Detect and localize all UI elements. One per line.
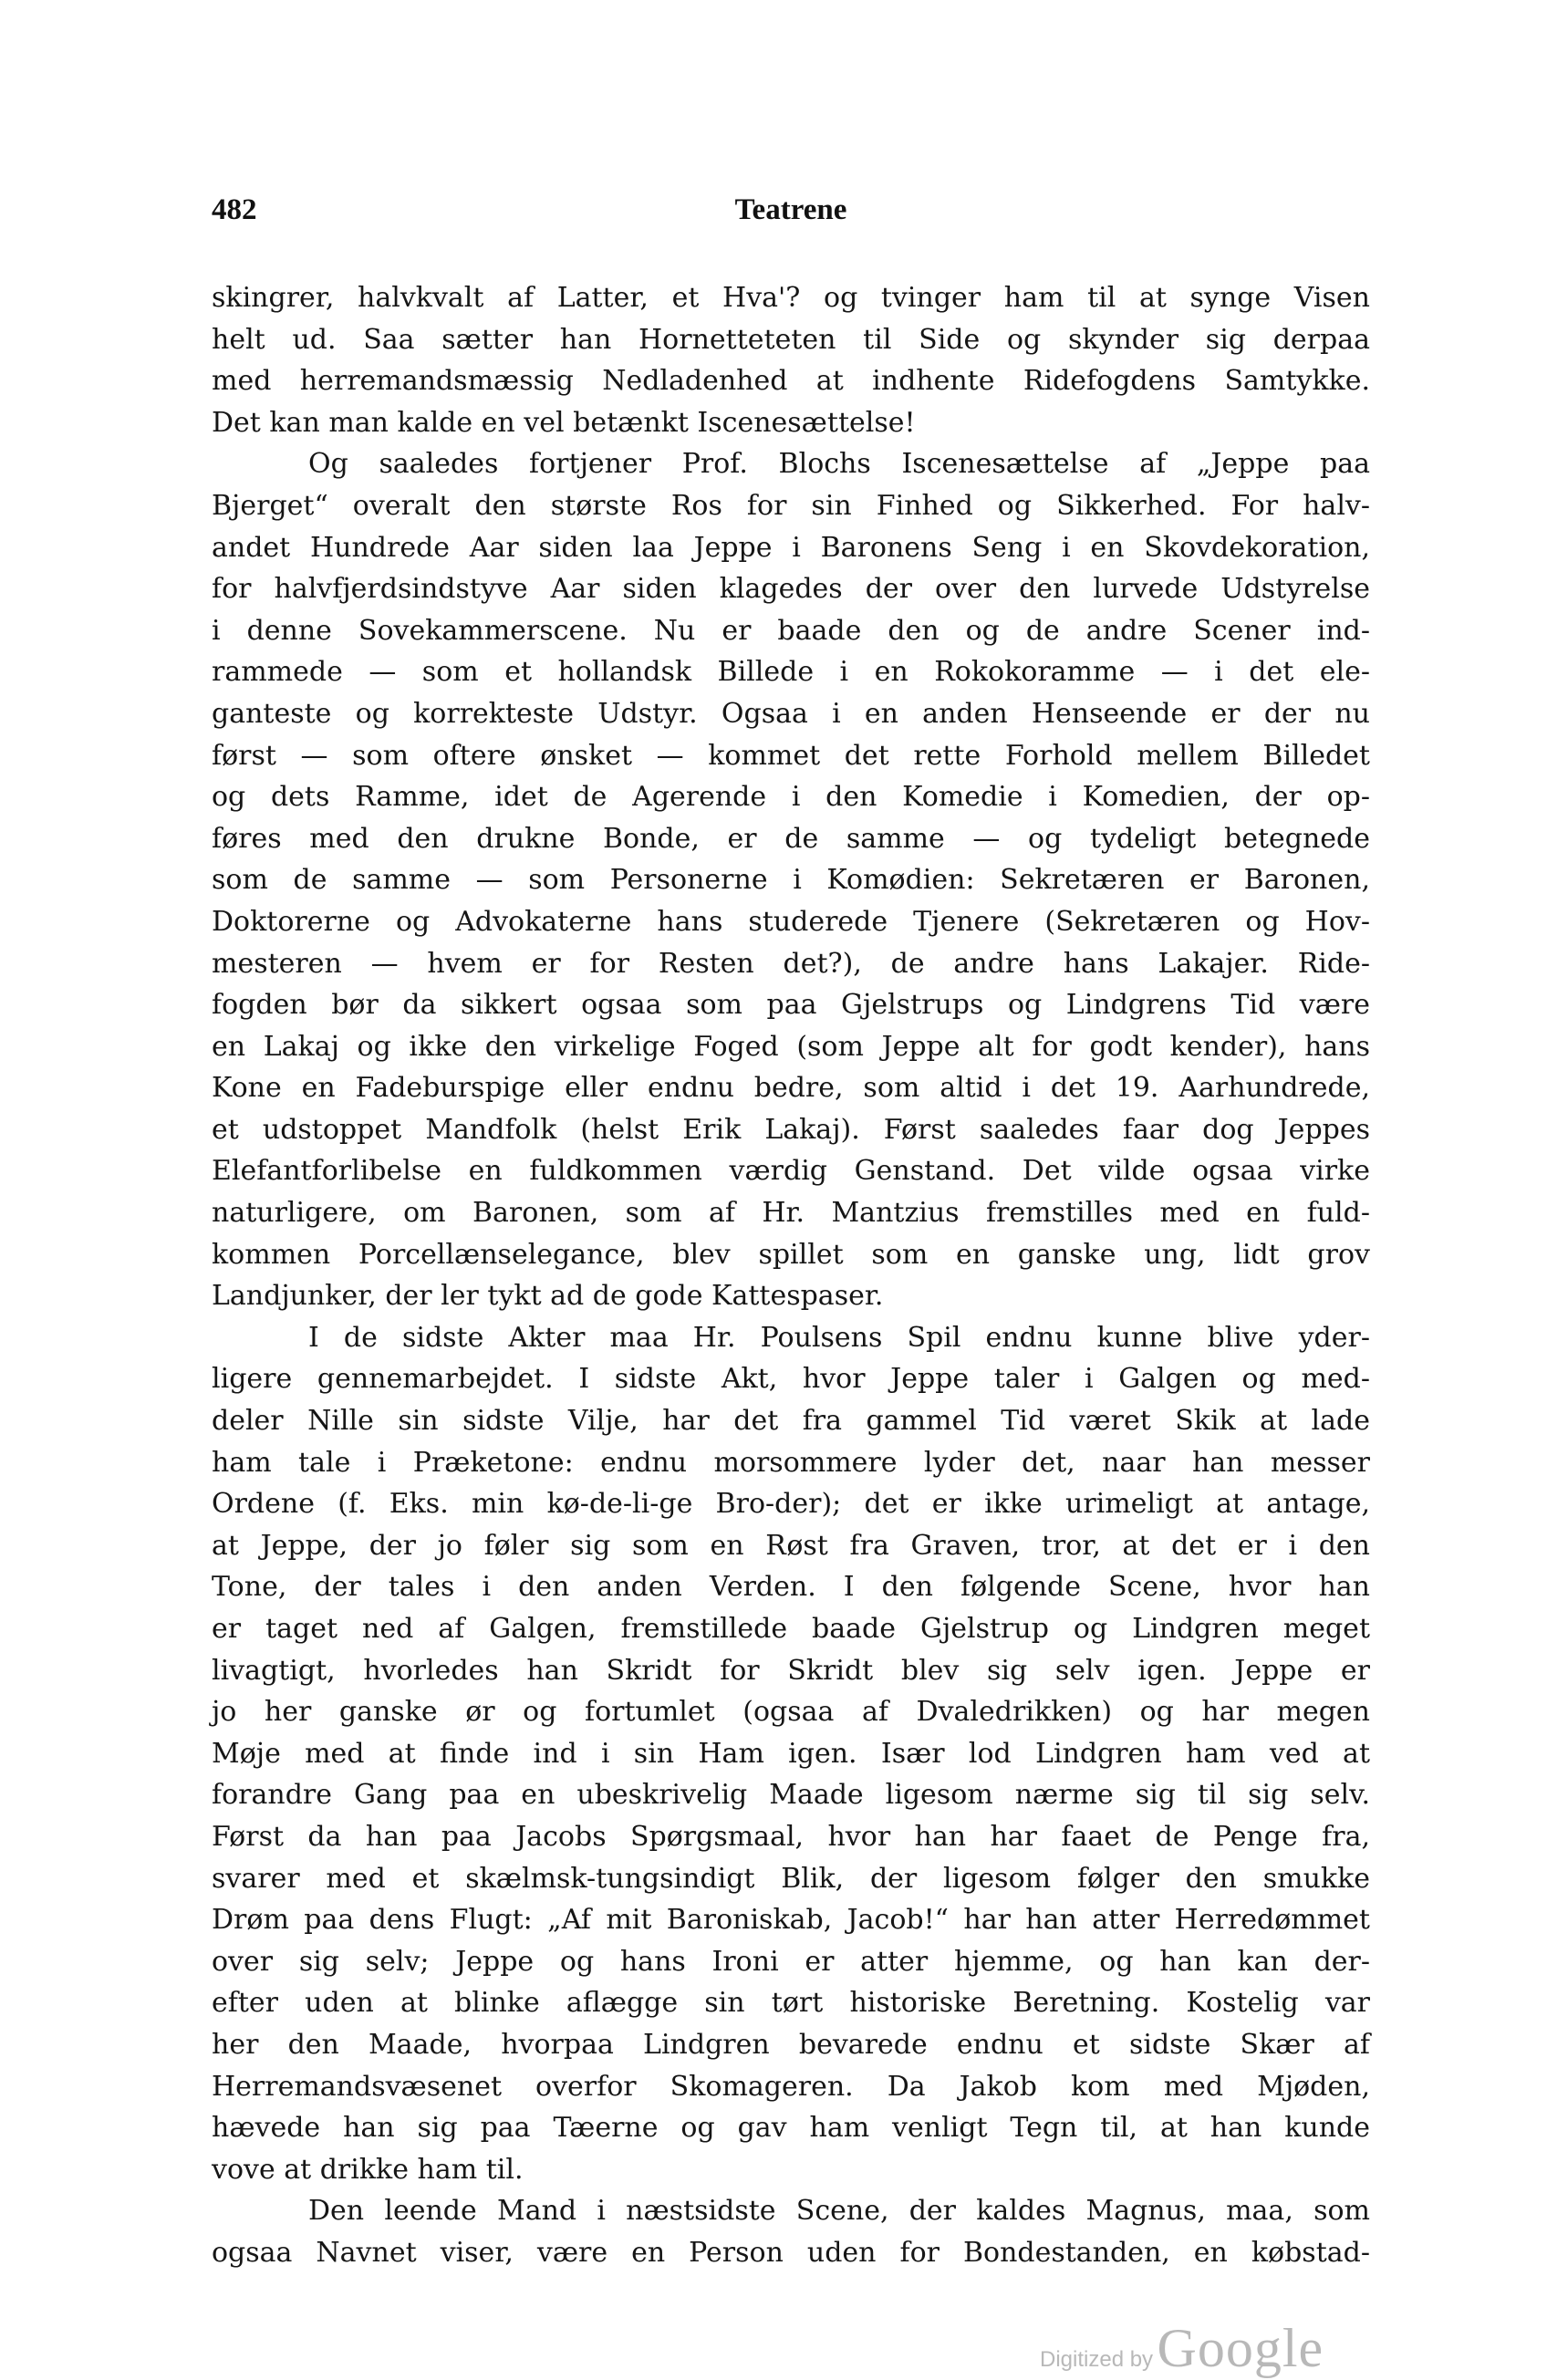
text-line: en Lakaj og ikke den virkelige Foged (som Jeppe alt for godt kender), hans [212,1030,1370,1063]
text-line: jo her ganske ør og fortumlet (ogsaa af Dvaledrikken) og har megen [212,1696,1370,1729]
text-line: Drøm paa dens Flugt: „Af mit Baroniskab, Jacob!“ har han atter Herredømmet [212,1904,1370,1937]
text-line: Landjunker, der ler tykt ad de gode Kattespaser. [212,1280,884,1313]
text-line: Bjerget“ overalt den største Ros for sin Finhed og Sikkerhed. For halv- [212,489,1370,522]
text-line: først — som oftere ønsket — kommet det rette Forhold mellem Billedet [212,739,1370,772]
text-line: helt ud. Saa sætter han Hornetteteten til Side og skynder sig derpaa [212,323,1370,356]
text-line: ligere gennemarbejdet. I sidste Akt, hvor Jeppe taler i Galgen og med- [212,1363,1370,1396]
body-text [212,277,1370,2274]
text-line: andet Hundrede Aar siden laa Jeppe i Baronens Seng i en Skovdekoration, [212,531,1370,564]
text-line: rammede — som et hollandsk Billede i en Rokokoramme — i det ele- [212,656,1370,689]
text-line: Elefantforlibelse en fuldkommen værdig Genstand. Det vilde ogsaa virke [212,1155,1370,1188]
text-line: hævede han sig paa Tæerne og gav ham venligt Tegn til, at han kunde [212,2112,1370,2145]
text-line: Tone, der tales i den anden Verden. I den følgende Scene, hvor han [212,1571,1370,1604]
text-line: livagtigt, hvorledes han Skridt for Skridt blev sig selv igen. Jeppe er [212,1654,1370,1687]
text-line: med herremandsmæssig Nedladenhed at indhente Ridefogdens Samtykke. [212,365,1370,398]
watermark-prefix: Digitized by [1040,2347,1154,2372]
text-line: efter uden at blinke aflægge sin tørt historiske Beretning. Kostelig var [212,1987,1370,2020]
text-line: at Jeppe, der jo føler sig som en Røst fra Graven, tror, at det er i den [212,1529,1370,1562]
digitization-watermark [1040,2317,1324,2380]
text-line: Doktorerne og Advokaterne hans studerede Tjenere (Sekretæren og Hov- [212,905,1370,938]
text-line: Møje med at finde ind i sin Ham igen. Især lod Lindgren ham ved at [212,1737,1370,1770]
text-line: svarer med et skælmsk-tungsindigt Blik, der ligesom følger den smukke [212,1862,1370,1895]
page-header [212,193,1370,239]
text-line: Den leende Mand i næstsidste Scene, der kaldes Magnus, maa, som [308,2195,1370,2228]
text-line: deler Nille sin sidste Vilje, har det fra gammel Tid været Skik at lade [212,1405,1370,1438]
text-line: Ordene (f. Eks. min kø-de-li-ge Bro-der); det er ikke urimeligt at antage, [212,1488,1370,1521]
google-logo: Google [1157,2318,1324,2378]
text-line: kommen Porcellænselegance, blev spillet som en ganske ung, lidt grov [212,1238,1370,1271]
text-line: skingrer, halvkvalt af Latter, et Hva'? og tvinger ham til at synge Visen [212,282,1370,314]
text-line: Først da han paa Jacobs Spørgsmaal, hvor han har faaet de Penge fra, [212,1820,1370,1853]
text-line: forandre Gang paa en ubeskrivelig Maade ligesom nærme sig til sig selv. [212,1779,1370,1812]
text-line: fogden bør da sikkert ogsaa som paa Gjelstrups og Lindgrens Tid være [212,989,1370,1022]
page-number: 482 [212,193,257,226]
text-line: ham tale i Præketone: endnu morsommere lyder det, naar han messer [212,1446,1370,1479]
text-line: Kone en Fadeburspige eller endnu bedre, som altid i det 19. Aarhundrede, [212,1072,1370,1105]
text-line: over sig selv; Jeppe og hans Ironi er atter hjemme, og han kan der- [212,1945,1370,1978]
text-line: I de sidste Akter maa Hr. Poulsens Spil endnu kunne blive yder- [308,1321,1370,1354]
text-line: Herremandsvæsenet overfor Skomageren. Da Jakob kom med Mjøden, [212,2070,1370,2103]
text-line: her den Maade, hvorpaa Lindgren bevarede endnu et sidste Skær af [212,2028,1370,2061]
text-line: i denne Sovekammerscene. Nu er baade den og de andre Scener ind- [212,614,1370,647]
text-line: Det kan man kalde en vel betænkt Iscenesættelse! [212,406,916,439]
text-line: ogsaa Navnet viser, være en Person uden for Bondestanden, en købstad- [212,2236,1370,2269]
text-line: et udstoppet Mandfolk (helst Erik Lakaj). Først saaledes faar dog Jeppes [212,1113,1370,1146]
text-line: Og saaledes fortjener Prof. Blochs Iscenesættelse af „Jeppe paa [308,448,1370,481]
text-line: ganteste og korrekteste Udstyr. Ogsaa i en anden Henseende er der nu [212,697,1370,730]
text-line: mesteren — hvem er for Resten det?), de andre hans Lakajer. Ride- [212,947,1370,980]
running-title: Teatrene [734,193,847,226]
text-line: naturligere, om Baronen, som af Hr. Mantzius fremstilles med en fuld- [212,1197,1370,1230]
text-line: for halvfjerdsindstyve Aar siden klagedes der over den lurvede Udstyrelse [212,573,1370,606]
text-line: er taget ned af Galgen, fremstillede baade Gjelstrup og Lindgren meget [212,1613,1370,1645]
text-line: føres med den drukne Bonde, er de samme — og tydeligt betegnede [212,822,1370,855]
text-line: og dets Ramme, idet de Agerende i den Komedie i Komedien, der op- [212,781,1370,814]
text-line: som de samme — som Personerne i Komødien: Sekretæren er Baronen, [212,864,1370,897]
text-line: vove at drikke ham til. [212,2153,524,2186]
